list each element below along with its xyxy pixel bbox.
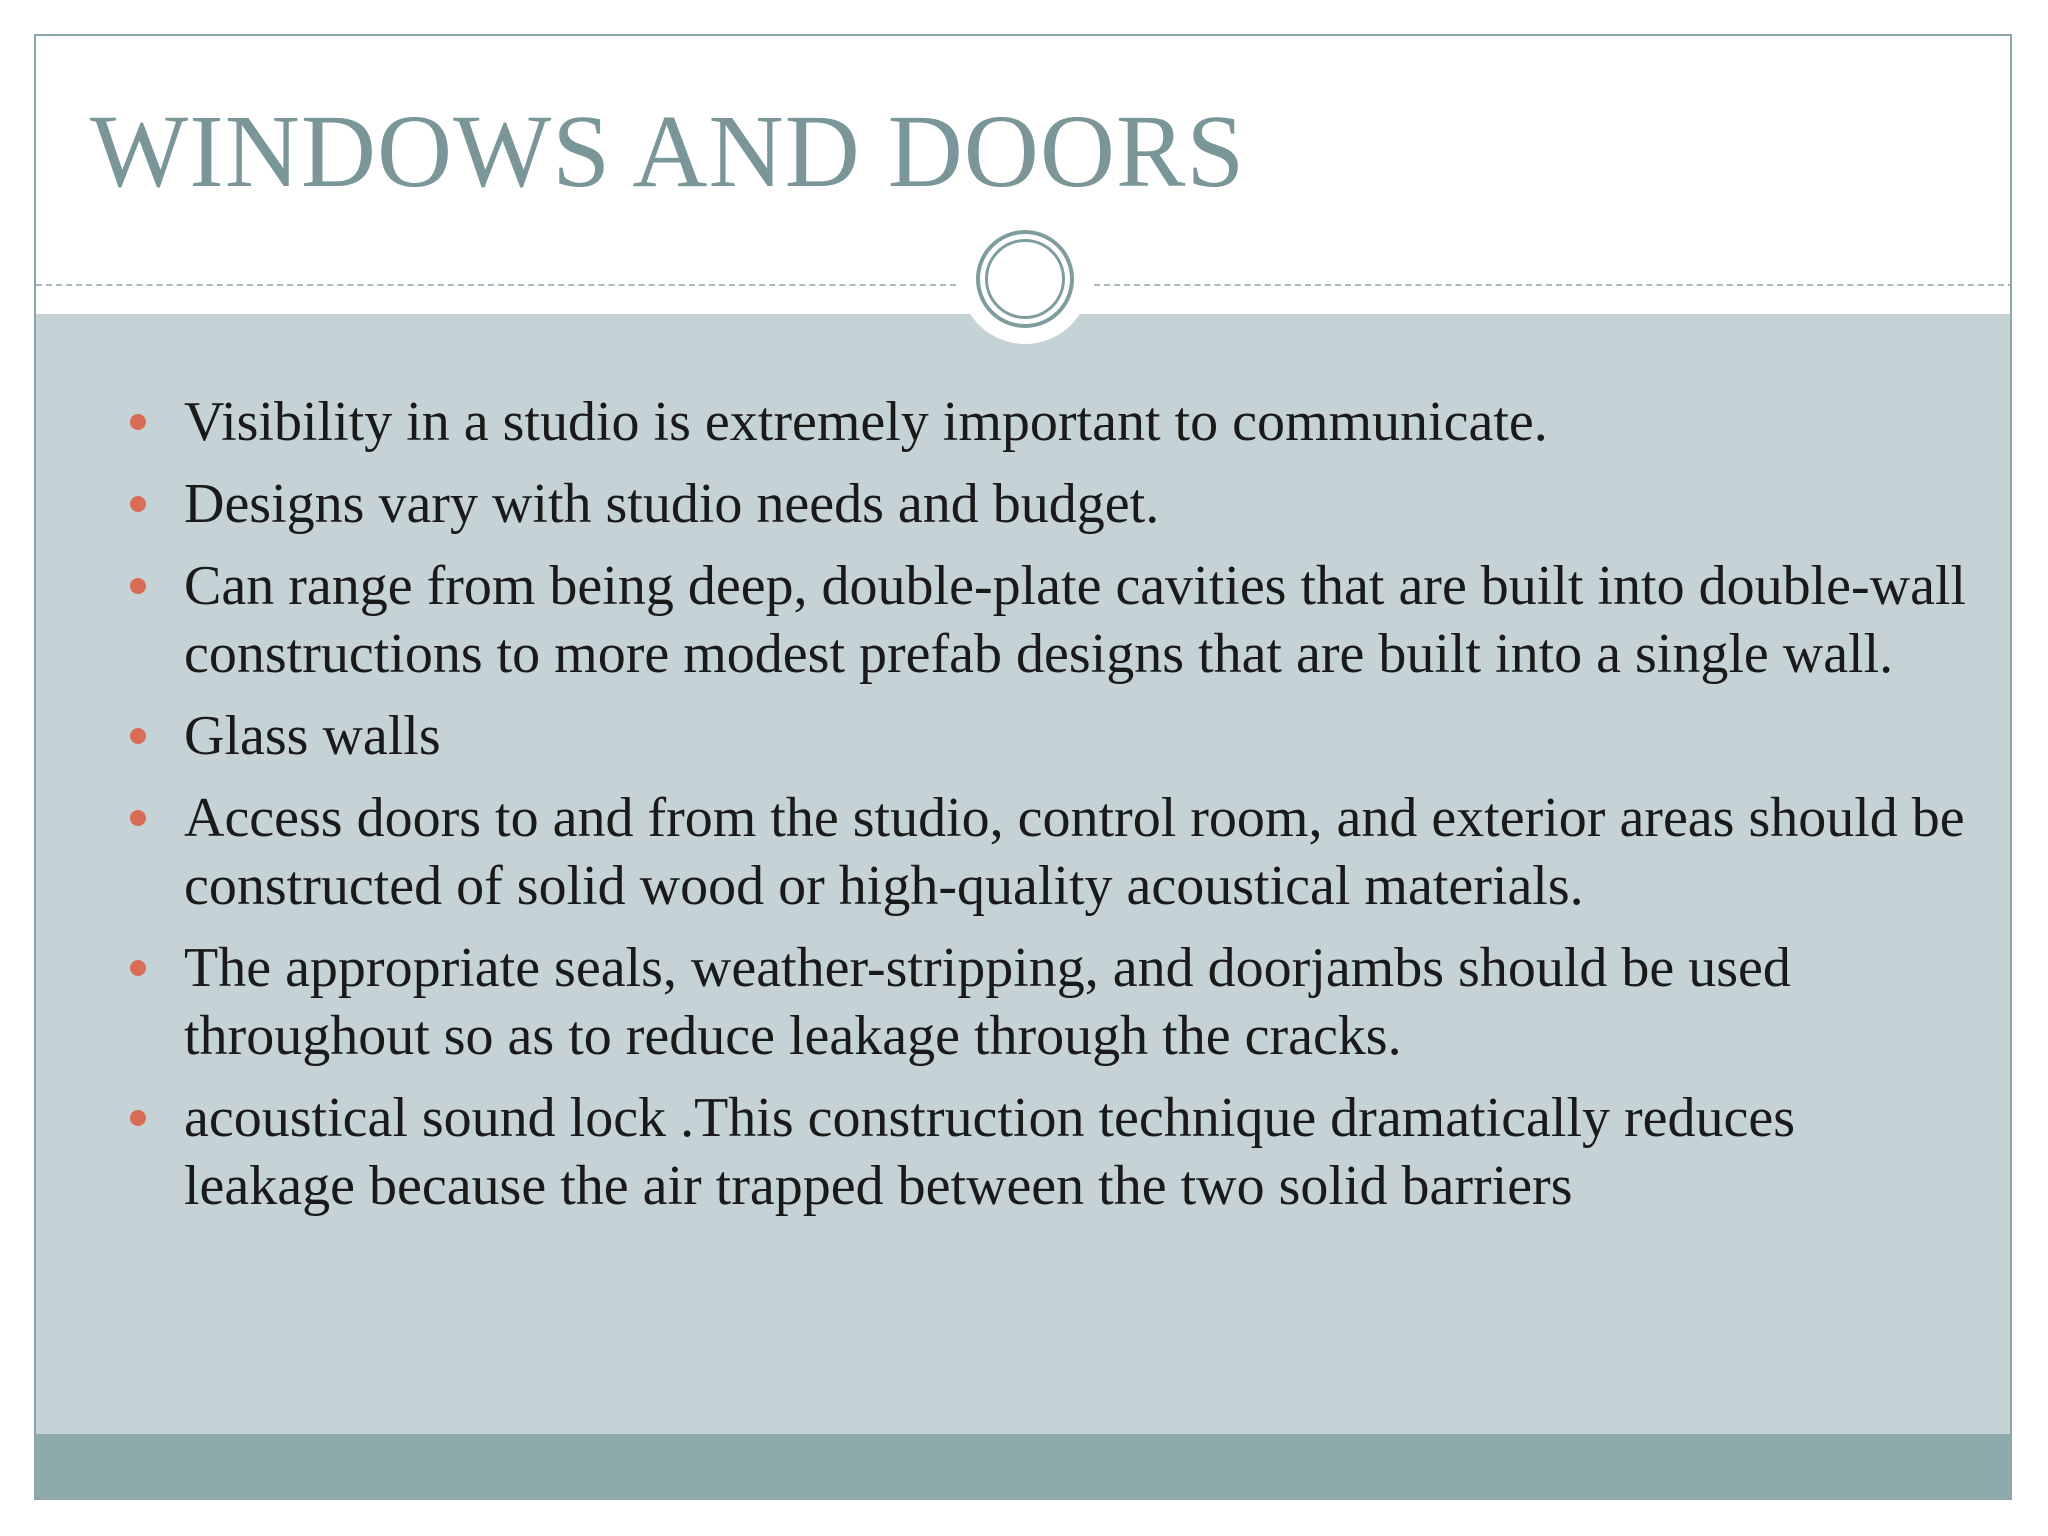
bullet-dot-icon — [130, 728, 146, 744]
bullet-item — [90, 470, 1970, 538]
bullet-item — [90, 1084, 1970, 1220]
bullet-item — [90, 388, 1970, 456]
slide-title: WINDOWS AND DOORS — [90, 94, 1246, 209]
title-divider-right — [1094, 284, 2012, 286]
bullet-item — [90, 702, 1970, 770]
bullet-dot-icon — [130, 496, 146, 512]
bullet-item — [90, 784, 1970, 920]
bullet-item — [90, 934, 1970, 1070]
bullet-dot-icon — [130, 810, 146, 826]
bullet-text: Access doors to and from the studio, control room, and exterior areas should be constructed of solid wood or high-quality acoustical materials. — [184, 787, 1965, 917]
bullet-dot-icon — [130, 414, 146, 430]
bullet-dot-icon — [130, 1110, 146, 1126]
ornament-outer-ring — [976, 230, 1074, 328]
bullet-dot-icon — [130, 578, 146, 594]
bullet-text: Can range from being deep, double-plate cavities that are built into double-wall constructions to more modest prefab designs that are built into a single wall. — [184, 555, 1967, 685]
bullet-text: The appropriate seals, weather-stripping, and doorjambs should be used throughout so as to reduce leakage through the cracks. — [184, 937, 1791, 1067]
slide — [34, 34, 2012, 1500]
bullet-text: Glass walls — [184, 705, 441, 767]
bullet-text: Visibility in a studio is extremely important to communicate. — [184, 391, 1548, 453]
bullet-text: Designs vary with studio needs and budget. — [184, 473, 1160, 535]
bullet-list — [90, 388, 1970, 1234]
ornament-inner-ring — [985, 239, 1065, 319]
title-divider-left — [36, 284, 956, 286]
bullet-text: acoustical sound lock .This construction technique dramatically reduces leakage because the air trapped between the two solid barriers — [184, 1087, 1796, 1217]
circle-ornament-icon — [960, 214, 1090, 344]
bullet-item — [90, 552, 1970, 688]
bullet-dot-icon — [130, 960, 146, 976]
footer-band — [36, 1434, 2012, 1500]
